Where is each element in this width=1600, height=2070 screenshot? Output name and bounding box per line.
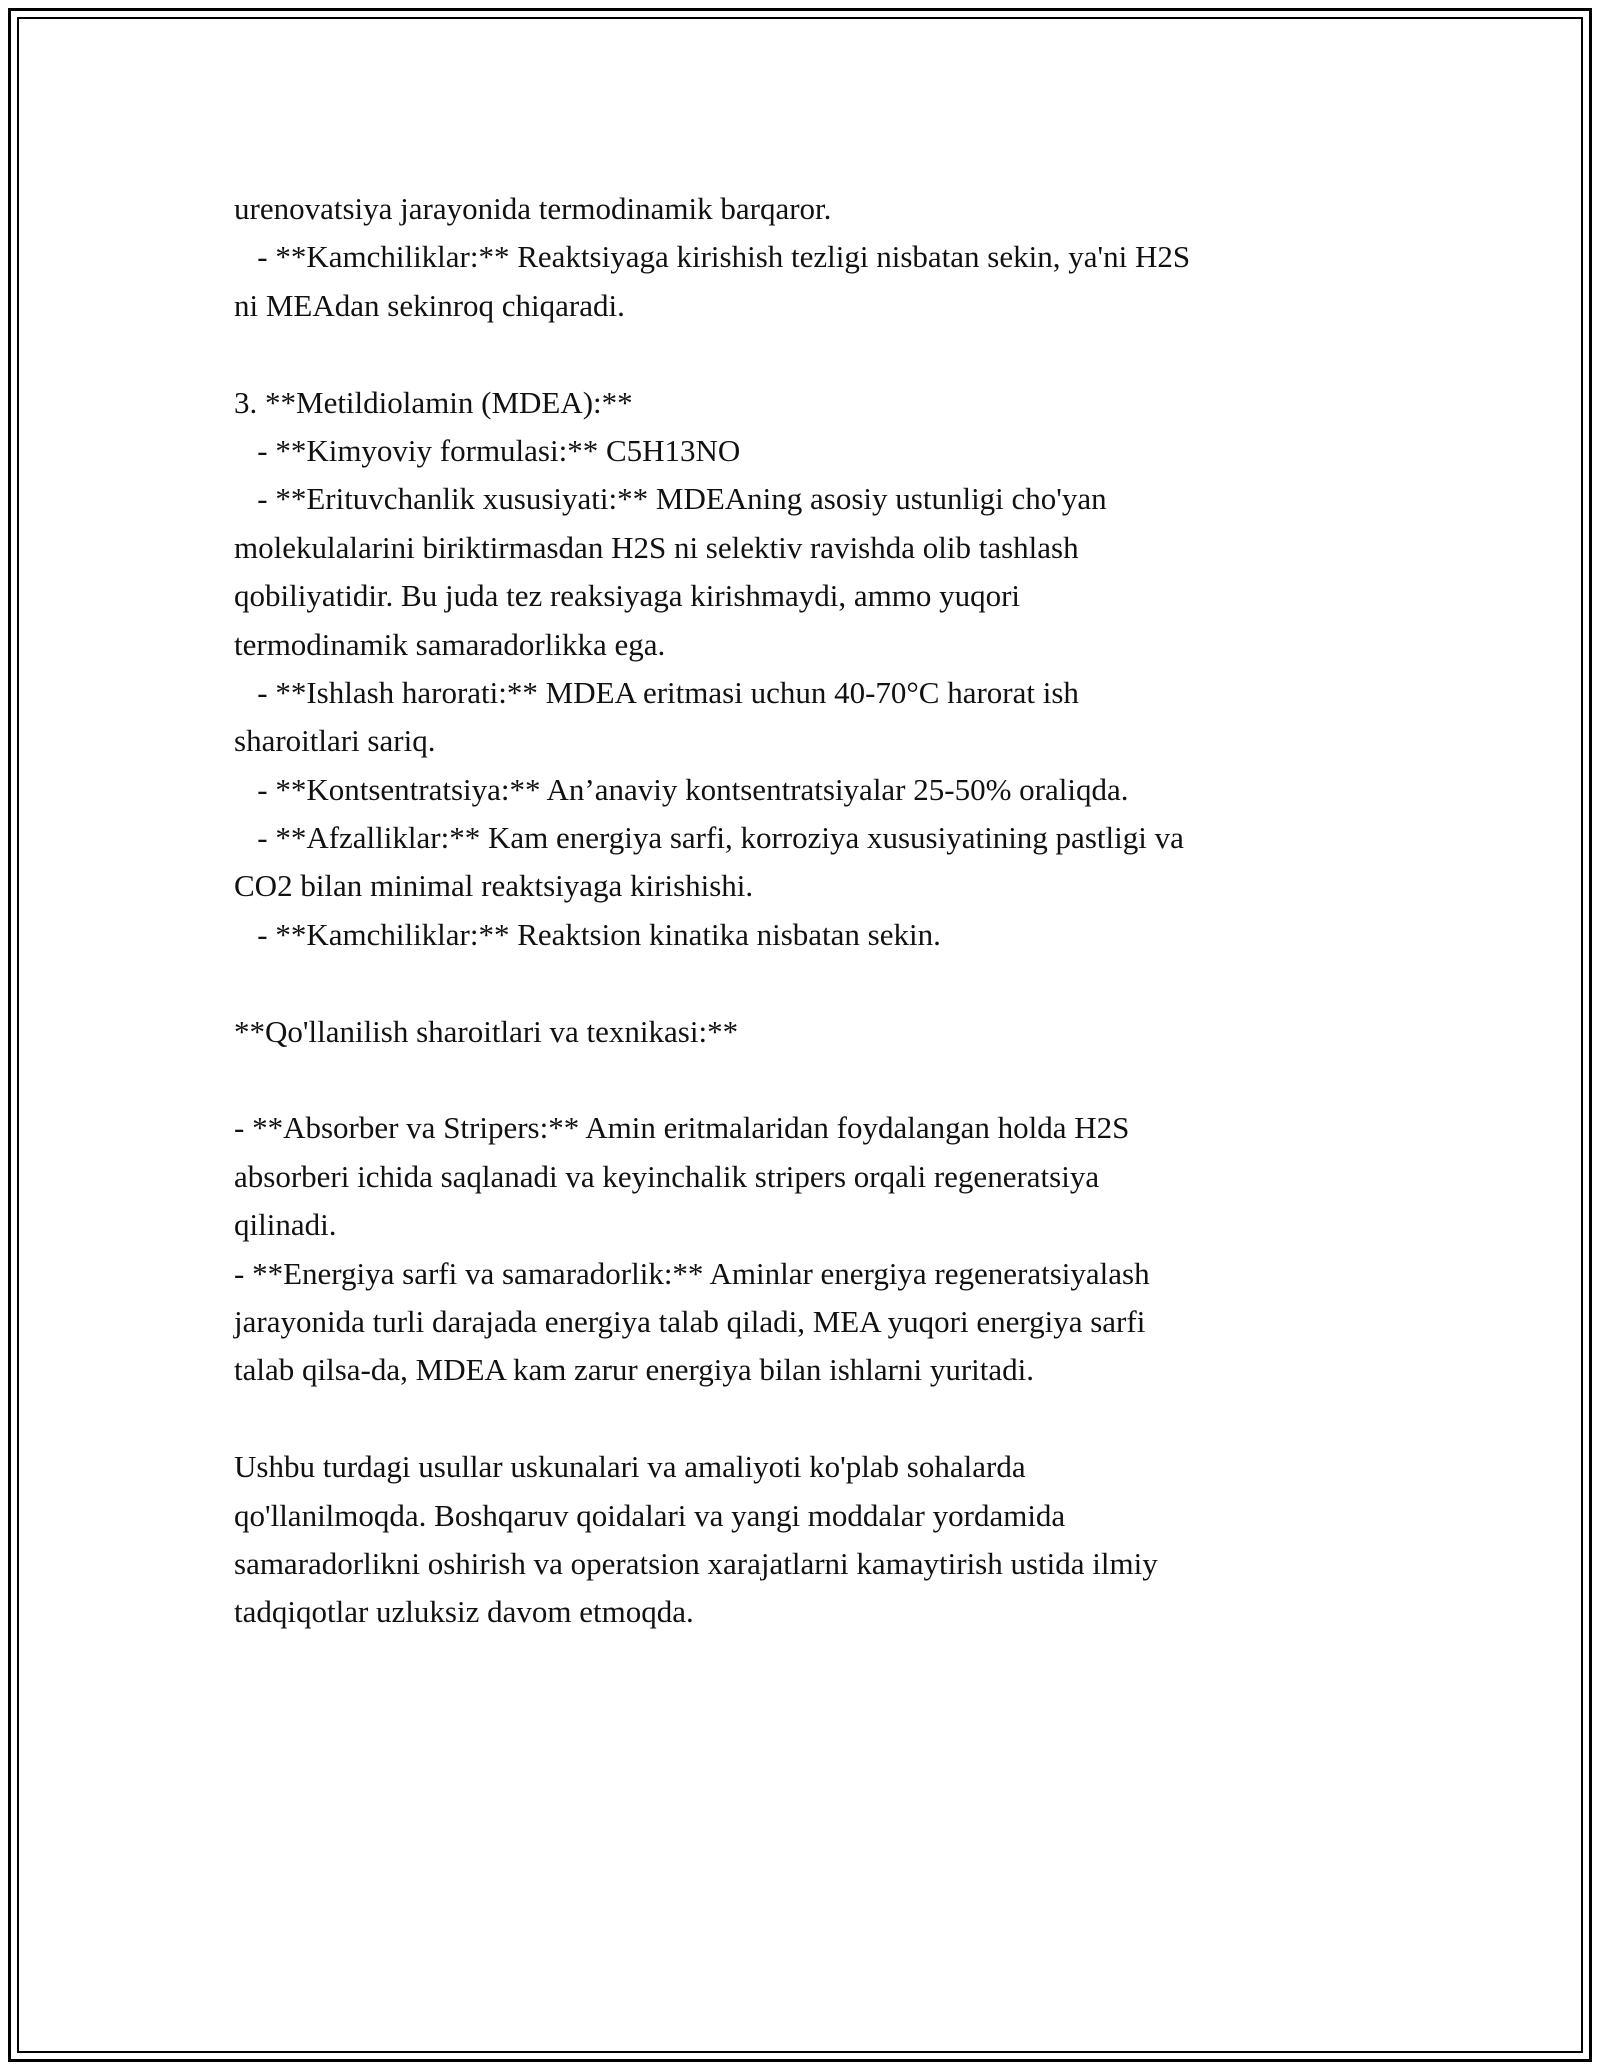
text-line: tadqiqotlar uzluksiz davom etmoqda. (234, 1594, 694, 1630)
text-line: qobiliyatidir. Bu juda tez reaksiyaga kirishmaydi, ammo yuqori (234, 578, 1021, 614)
text-line: - **Kontsentratsiya:** An’anaviy kontsentratsiyalar 25-50% oraliqda. (234, 771, 1129, 807)
section-heading: **Qo'llanilish sharoitlari va texnikasi:** (234, 1013, 739, 1049)
text-line: - **Kimyoviy formulasi:** C5H13NO (234, 432, 741, 468)
text-line: molekulalarini biriktirmasdan H2S ni selektiv ravishda olib tashlash (234, 529, 1079, 565)
text-line: - **Erituvchanlik xususiyati:** MDEAning asosiy ustunligi cho'yan (234, 481, 1107, 517)
text-line: - **Kamchiliklar:** Reaktsiyaga kirishish tezligi nisbatan sekin, ya'ni H2S (234, 239, 1191, 275)
text-line: - **Ishlash harorati:** MDEA eritmasi uchun 40-70°C harorat ish (234, 674, 1079, 710)
document-body (234, 185, 1384, 1637)
section-heading: 3. **Metildiolamin (MDEA):** (234, 384, 633, 420)
text-line: absorberi ichida saqlanadi va keyinchalik stripers orqali regeneratsiya (234, 1158, 1100, 1194)
text-line: qilinadi. (234, 1207, 337, 1243)
text-line: - **Kamchiliklar:** Reaktsion kinatika nisbatan sekin. (234, 916, 941, 952)
text-line: talab qilsa-da, MDEA kam zarur energiya bilan ishlarni yuritadi. (234, 1352, 1035, 1388)
text-line: samaradorlikni oshirish va operatsion xarajatlarni kamaytirish ustida ilmiy (234, 1545, 1158, 1581)
text-line: sharoitlari sariq. (234, 723, 436, 759)
text-line: - **Afzalliklar:** Kam energiya sarfi, korroziya xususiyatining pastligi va (234, 820, 1184, 856)
text-line: - **Energiya sarfi va samaradorlik:** Aminlar energiya regeneratsiyalash (234, 1255, 1150, 1291)
paragraph-gap (234, 330, 1384, 378)
paragraph-gap (234, 1395, 1384, 1443)
text-line: termodinamik samaradorlikka ega. (234, 626, 666, 662)
text-line: qo'llanilmoqda. Boshqaruv qoidalari va yangi moddalar yordamida (234, 1497, 1066, 1533)
paragraph-gap (234, 959, 1384, 1007)
text-line: urenovatsiya jarayonida termodinamik barqaror. (234, 191, 832, 226)
paragraph-gap (234, 1056, 1384, 1104)
text-line: Ushbu turdagi usullar uskunalari va amaliyoti ko'plab sohalarda (234, 1449, 1026, 1485)
text-line: CO2 bilan minimal reaktsiyaga kirishishi. (234, 868, 754, 904)
text-line: jarayonida turli darajada energiya talab qiladi, MEA yuqori energiya sarfi (234, 1303, 1146, 1339)
text-line: - **Absorber va Stripers:** Amin eritmalaridan foydalangan holda H2S (234, 1110, 1130, 1146)
text-line: ni MEAdan sekinroq chiqaradi. (234, 287, 625, 323)
